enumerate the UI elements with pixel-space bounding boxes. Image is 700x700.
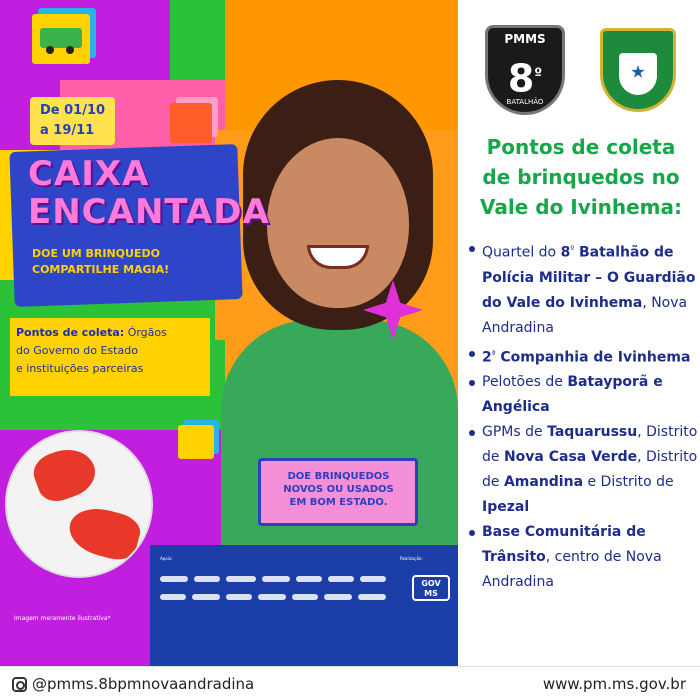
sponsor-logo — [192, 594, 220, 600]
points-text: e instituições parceiras — [16, 362, 144, 375]
sponsor-logo — [226, 576, 256, 582]
callout-line: EM BOM ESTADO. — [289, 497, 388, 508]
callout-line: DOE BRINQUEDOS — [287, 471, 390, 482]
item-text: Quartel do — [482, 244, 561, 261]
instagram-handle[interactable]: @pmms.8bpmnovaandradina — [32, 675, 255, 693]
item-text: Pelotões de — [482, 374, 568, 391]
sponsor-logo — [160, 594, 186, 600]
support-label: Apoio: — [160, 556, 173, 561]
website-link[interactable]: www.pm.ms.gov.br — [542, 675, 686, 693]
item-bold: Base Comunitária de Trânsito — [482, 524, 646, 566]
emblem-label: PMMS — [504, 32, 546, 46]
item-text: , centro de Nova Andradina — [482, 549, 662, 591]
gov-ms-logo: GOV MS — [412, 575, 450, 601]
image-disclaimer: Imagem meramente ilustrativa* — [14, 615, 111, 622]
pmms-battalion-emblem — [485, 25, 565, 115]
toy-cube-icon — [178, 425, 214, 459]
subtitle-line: DOE UM BRINQUEDO — [32, 247, 160, 260]
instagram-icon[interactable] — [12, 677, 27, 692]
subtitle-line: COMPARTILHE MAGIA! — [32, 263, 170, 276]
realization-label: Realização: — [400, 556, 423, 561]
footer-bar — [0, 666, 700, 700]
item-bold: Amandina — [503, 474, 584, 491]
list-item — [466, 370, 698, 420]
item-text: , Distrito de — [482, 449, 698, 491]
ms-state-coat-of-arms-icon — [600, 28, 676, 112]
title-line: ENCANTADA — [28, 192, 270, 232]
item-bold: Batalhão de Polícia Militar – O Guardião do Vale do Ivinhema — [482, 244, 696, 311]
sponsor-logos — [160, 556, 450, 656]
item-sup: º — [570, 244, 575, 253]
item-bold: 8 — [560, 244, 571, 261]
callout-line: NOVOS OU USADOS — [283, 484, 394, 495]
list-item — [466, 341, 698, 371]
item-text: , Nova Andradina — [482, 294, 688, 336]
heading-line: de brinquedos no — [482, 165, 680, 189]
soccer-ball-image — [5, 430, 153, 578]
heading-line: Vale do Ivinhema: — [480, 195, 682, 219]
item-text: , Distrito de — [482, 424, 698, 466]
item-text: GPMs de — [482, 424, 548, 441]
sponsor-logo — [358, 594, 386, 600]
child-face — [267, 138, 409, 308]
item-bold: Batayporã e Angélica — [482, 374, 663, 416]
sponsor-logo — [160, 576, 188, 582]
list-item — [466, 420, 698, 520]
sponsor-logo — [296, 576, 322, 582]
list-item — [466, 236, 698, 341]
battalion-number: 8 — [507, 56, 535, 101]
date-start: De 01/10 — [40, 103, 106, 118]
item-bold: 2 — [482, 349, 492, 366]
sponsor-logo — [194, 576, 220, 582]
item-bold: Taquarussu — [547, 424, 638, 441]
donation-callout-text — [266, 470, 411, 509]
heading-line: Pontos de coleta — [486, 135, 676, 159]
collection-points-note — [16, 324, 216, 378]
item-text: e Distrito de — [583, 474, 674, 491]
points-label: Pontos de coleta: — [16, 326, 125, 339]
sponsor-logo — [262, 576, 290, 582]
title-line: CAIXA — [28, 154, 150, 194]
sponsor-logo — [292, 594, 318, 600]
points-text: Órgãos — [124, 326, 167, 339]
campaign-title — [28, 155, 270, 231]
item-bold: Ipezal — [482, 499, 530, 516]
battalion-ordinal: º — [534, 66, 543, 82]
toy-robot-cube-icon — [170, 103, 212, 143]
sponsor-logo — [324, 594, 352, 600]
toy-truck-icon — [40, 28, 82, 48]
item-bold: Nova Casa Verde — [503, 449, 638, 466]
sponsor-logo — [258, 594, 286, 600]
emblem-caption: BATALHÃO — [506, 98, 544, 106]
collection-points-list — [466, 236, 698, 595]
sponsor-logo — [226, 594, 252, 600]
item-sup: ª — [491, 348, 496, 358]
points-text: do Governo do Estado — [16, 344, 138, 357]
item-bold: Companhia de Ivinhema — [495, 349, 691, 366]
emblem-number — [488, 54, 562, 99]
sponsor-logo — [328, 576, 354, 582]
list-item — [466, 520, 698, 595]
campaign-subtitle — [32, 246, 169, 278]
date-end: a 19/11 — [40, 123, 95, 138]
campaign-dates — [30, 97, 115, 145]
sponsor-logo — [360, 576, 386, 582]
collection-points-heading — [466, 132, 696, 222]
